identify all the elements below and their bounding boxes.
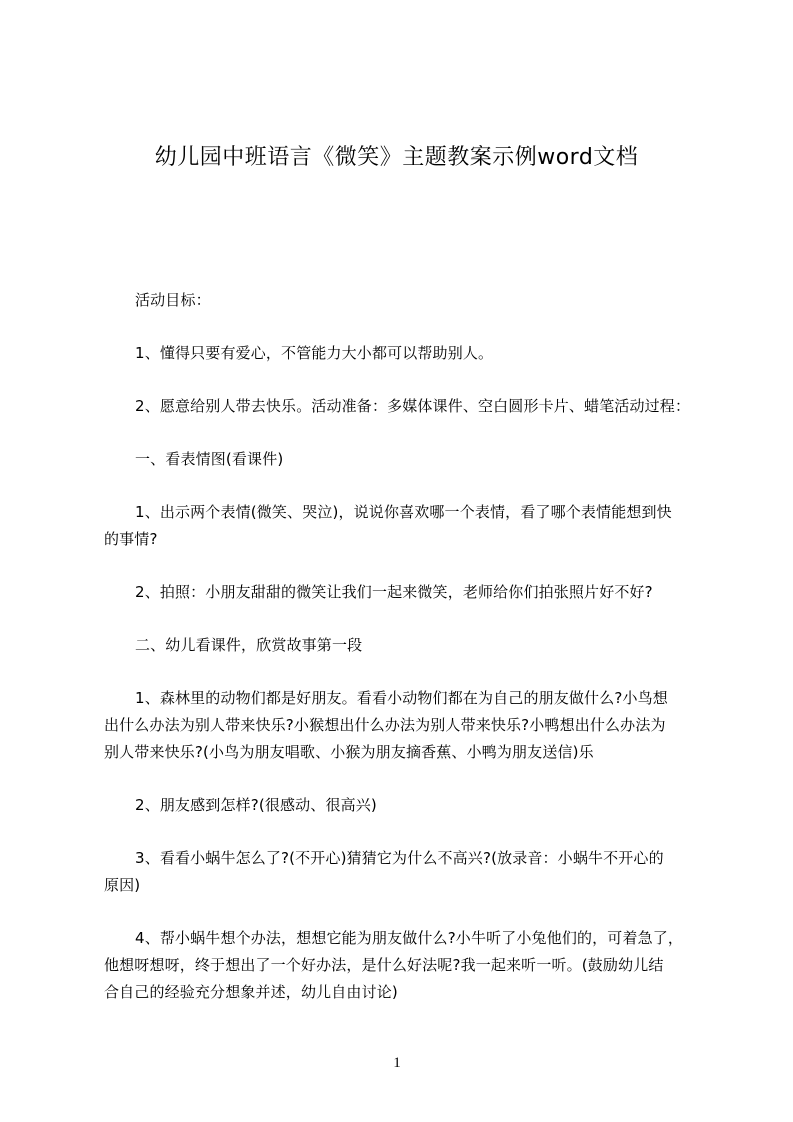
text-line: 别人带来快乐?(小鸟为朋友唱歌、小猴为朋友摘香蕉、小鸭为朋友送信)乐 <box>104 743 594 761</box>
paragraph <box>104 287 724 314</box>
text-line: 1、懂得只要有爱心，不管能力大小都可以帮助别人。 <box>135 344 494 362</box>
text-line: 出什么办法为别人带来快乐?小猴想出什么办法为别人带来快乐?小鸭想出什么办法为 <box>104 716 666 734</box>
text-line: 2、拍照：小朋友甜甜的微笑让我们一起来微笑，老师给你们拍张照片好不好? <box>135 583 653 601</box>
paragraph <box>104 499 724 553</box>
paragraph <box>104 340 724 367</box>
document-title: 幼儿园中班语言《微笑》主题教案示例word文档 <box>154 145 639 170</box>
text-line: 2、愿意给别人带去快乐。活动准备：多媒体课件、空白圆形卡片、蜡笔活动过程： <box>135 397 691 415</box>
text-line: 的事情? <box>104 530 158 548</box>
paragraph <box>104 393 724 420</box>
paragraph <box>104 632 724 659</box>
text-line: 2、朋友感到怎样?(很感动、很高兴) <box>135 796 377 814</box>
text-line: 合自己的经验充分想象并述，幼儿自由讨论) <box>104 983 398 1001</box>
text-line: 原因) <box>104 876 141 894</box>
text-line: 一、看表情图(看课件) <box>135 450 284 468</box>
text-line: 1、出示两个表情(微笑、哭泣)，说说你喜欢哪一个表情，看了哪个表情能想到快 <box>135 503 672 521</box>
paragraph <box>104 925 724 1006</box>
paragraph <box>104 792 724 819</box>
text-line: 4、帮小蜗牛想个办法，想想它能为朋友做什么?小牛听了小兔他们的，可着急了， <box>135 929 684 947</box>
page-number: 1 <box>393 1055 401 1071</box>
paragraph <box>104 685 724 766</box>
paragraph <box>104 446 724 473</box>
document-body <box>104 287 724 1032</box>
paragraph <box>104 845 724 899</box>
text-line: 3、看看小蜗牛怎么了?(不开心)猜猜它为什么不高兴?(放录音：小蜗牛不开心的 <box>135 849 664 867</box>
text-line: 二、幼儿看课件，欣赏故事第一段 <box>135 636 363 654</box>
text-line: 1、森林里的动物们都是好朋友。看看小动物们都在为自己的朋友做什么?小鸟想 <box>135 689 668 707</box>
text-line: 活动目标： <box>135 291 211 309</box>
text-line: 他想呀想呀，终于想出了一个好办法，是什么好法呢?我一起来听一听。(鼓励幼儿结 <box>104 956 664 974</box>
paragraph <box>104 579 724 606</box>
